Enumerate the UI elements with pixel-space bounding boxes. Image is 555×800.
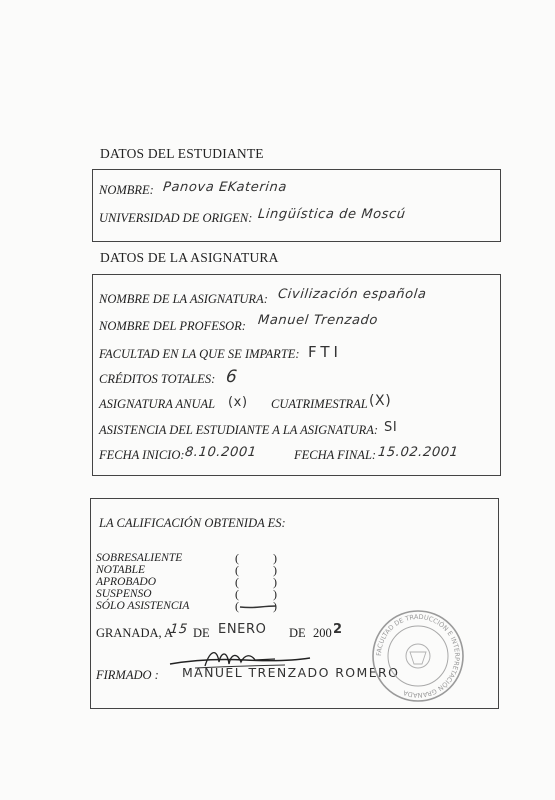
professor-value: Manuel Trenzado — [257, 313, 379, 328]
subject-box — [92, 274, 501, 476]
grade-option-sobresaliente: SOBRESALIENTE — [96, 552, 183, 564]
credits-value: 6 — [224, 367, 239, 387]
university-label: UNIVERSIDAD DE ORIGEN: — [99, 211, 253, 225]
grade-option-suspenso: SUSPENSO — [96, 588, 152, 600]
svg-text:FACULTAD DE TRADUCCIÓN E INTER: FACULTAD DE TRADUCCIÓN E INTERPRETACIÓN GRANADA — [374, 612, 462, 700]
credits-label: CRÉDITOS TOTALES: — [99, 372, 216, 386]
quarterly-mark: (X) — [369, 393, 392, 409]
grade-option-notable: NOTABLE — [96, 564, 145, 576]
grade-title: LA CALIFICACIÓN OBTENIDA ES: — [99, 516, 286, 530]
university-value: Lingüística de Moscú — [257, 207, 407, 222]
start-date-value: 8.10.2001 — [184, 445, 258, 460]
attendance-label: ASISTENCIA DEL ESTUDIANTE A LA ASIGNATURA: — [99, 423, 379, 437]
day-value: 15 — [169, 622, 189, 637]
grade-checkbox-suspenso: ( ) — [235, 587, 277, 601]
subject-label: NOMBRE DE LA ASIGNATURA: — [99, 292, 268, 306]
attendance-check-mark — [238, 596, 278, 612]
student-section-title: DATOS DEL ESTUDIANTE — [100, 146, 264, 161]
name-label: NOMBRE: — [99, 183, 154, 197]
year-prefix: 200 — [313, 626, 332, 640]
grade-checkbox-solo-asistencia: ( ) — [235, 599, 277, 613]
grade-option-aprobado: APROBADO — [96, 576, 157, 588]
signed-label: FIRMADO : — [96, 668, 159, 682]
subject-value: Civilización española — [277, 287, 428, 302]
grade-option-solo-asistencia: SÓLO ASISTENCIA — [96, 600, 190, 612]
name-value: Panova EKaterina — [162, 180, 288, 195]
faculty-label: FACULTAD EN LA QUE SE IMPARTE: — [99, 347, 300, 361]
subject-section-title: DATOS DE LA ASIGNATURA — [100, 250, 279, 265]
end-date-label: FECHA FINAL: — [294, 448, 377, 462]
attendance-value: SI — [384, 420, 398, 435]
start-date-label: FECHA INICIO: — [99, 448, 185, 462]
quarterly-label: CUATRIMESTRAL — [271, 397, 368, 411]
place-label: GRANADA, A — [96, 626, 174, 640]
annual-label: ASIGNATURA ANUAL — [99, 397, 216, 411]
grade-checkbox-sobresaliente: ( ) — [235, 551, 277, 565]
de-label-2: DE — [289, 626, 306, 640]
de-label-1: DE — [193, 626, 210, 640]
grade-checkbox-aprobado: ( ) — [235, 575, 277, 589]
end-date-value: 15.02.2001 — [377, 445, 460, 460]
grade-checkbox-notable: ( ) — [235, 563, 277, 577]
year-value: 2 — [333, 622, 343, 637]
signer-value: MANUEL TRENZADO ROMERO — [182, 665, 400, 680]
faculty-value: FTI — [308, 343, 342, 361]
student-box — [92, 169, 501, 242]
professor-label: NOMBRE DEL PROFESOR: — [99, 319, 246, 333]
annual-mark: (x) — [228, 395, 248, 410]
month-value: ENERO — [218, 622, 267, 637]
official-seal — [370, 608, 466, 704]
